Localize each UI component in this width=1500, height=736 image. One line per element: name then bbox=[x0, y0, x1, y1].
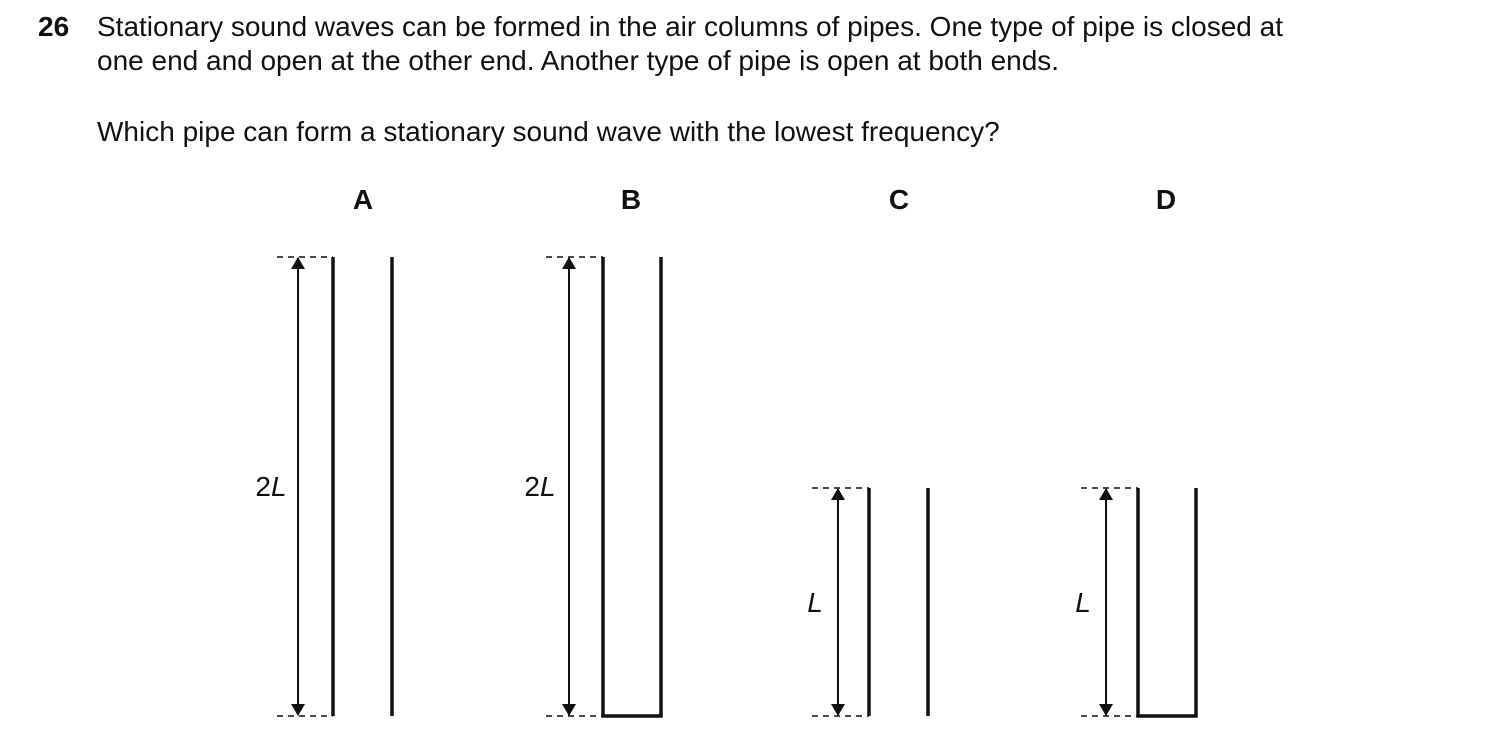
pipe-closed-body bbox=[1138, 488, 1196, 716]
option-label-b[interactable]: B bbox=[620, 184, 642, 215]
stem-line-1: Stationary sound waves can be formed in the air columns of pipes. One type of pipe is closed at bbox=[97, 11, 1283, 42]
length-label-b: 2L bbox=[524, 471, 556, 502]
option-label-a[interactable]: A bbox=[352, 184, 374, 215]
pipe-c bbox=[802, 488, 928, 716]
length-label-c: L bbox=[807, 587, 823, 618]
option-label-d[interactable]: D bbox=[1155, 184, 1177, 215]
length-label-d: L bbox=[1075, 587, 1091, 618]
question-number: 26 bbox=[38, 11, 70, 42]
option-label-c[interactable]: C bbox=[888, 184, 910, 215]
stem-line-2: one end and open at the other end. Another type of pipe is open at both ends. bbox=[97, 45, 1060, 76]
length-label-a: 2L bbox=[255, 471, 287, 502]
pipe-d bbox=[1070, 488, 1196, 716]
pipe-a bbox=[250, 257, 392, 716]
pipe-closed-body bbox=[603, 257, 661, 716]
question-prompt: Which pipe can form a stationary sound wave with the lowest frequency? bbox=[97, 116, 1000, 147]
pipe-b bbox=[519, 257, 661, 716]
